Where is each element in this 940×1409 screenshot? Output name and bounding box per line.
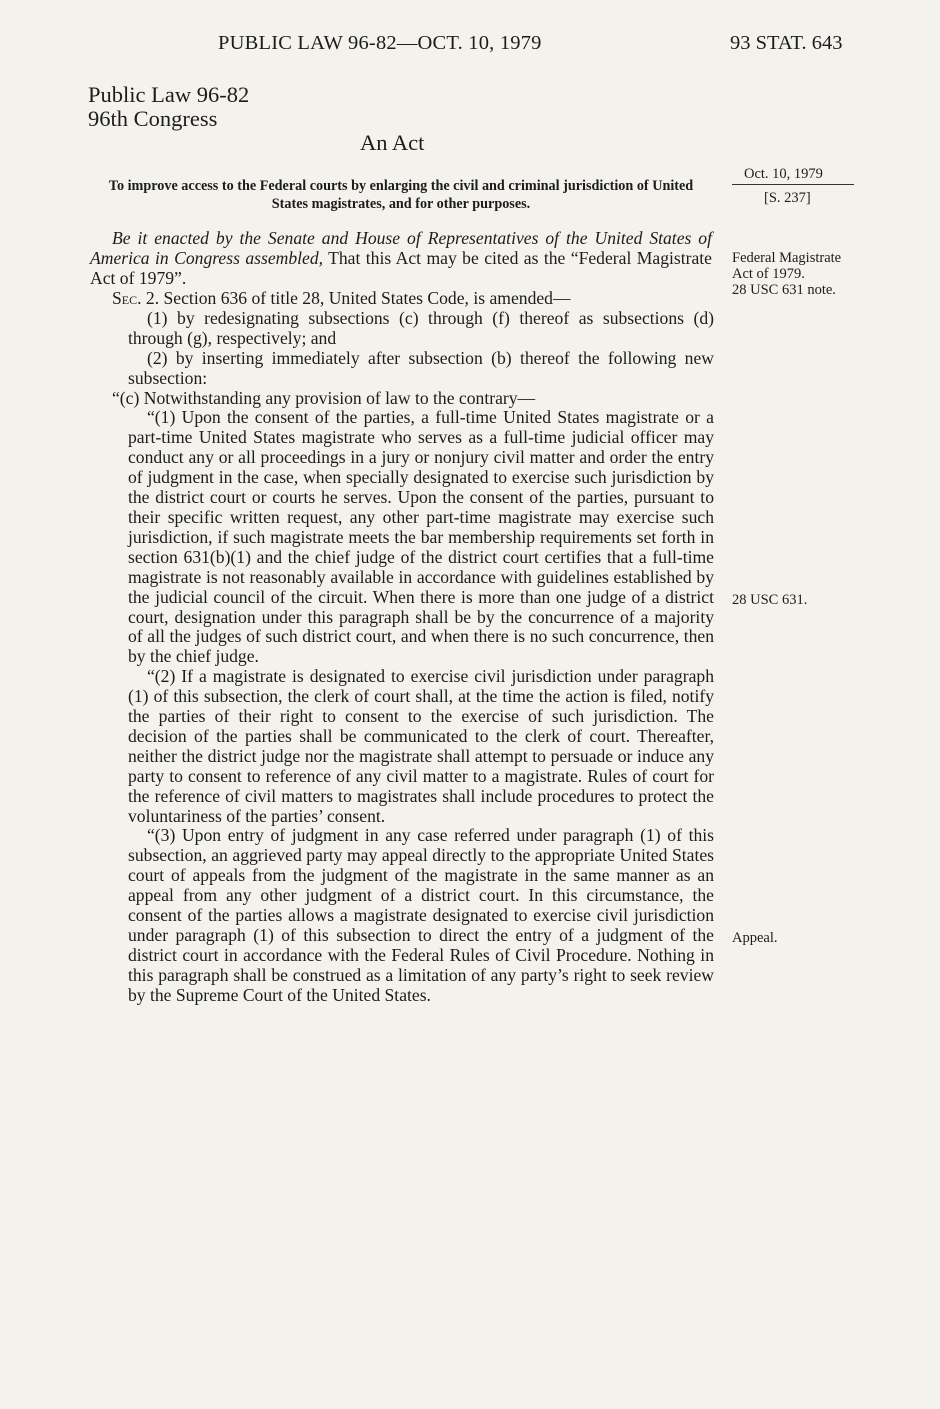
enacting-rest: That this Act may be cited as the “Federal Magistrate Act of 1979”. bbox=[90, 248, 712, 288]
margin-usc-631: 28 USC 631. bbox=[732, 592, 808, 608]
running-head: PUBLIC LAW 96-82—OCT. 10, 1979 bbox=[218, 32, 542, 54]
public-law-number: Public Law 96-82 bbox=[88, 82, 250, 107]
margin-short-title: Federal Magistrate Act of 1979. bbox=[732, 250, 842, 282]
margin-short-title-note bbox=[732, 250, 862, 298]
paragraph-3: “(3) Upon entry of judgment in any case referred under paragraph (1) of this subsection, an aggrieved party may appeal directly to the appropriate United States court of appeals from the judgment of the magistrate in the same manner as an appeal from any other judgment of a district court. In this circumstance, the consent of the parties allows a magistrate designated to exercise civil jurisdiction under paragraph (1) of this subsection to direct the entry of a judgment of the district court in accordance with the Federal Rules of Civil Procedure. Nothing in this paragraph shall be construed as a limitation of any party’s right to seek review by the Supreme Court of the United States. bbox=[128, 825, 714, 1005]
amendment-item-2: (2) by inserting immediately after subsection (b) thereof the following new subsection: bbox=[128, 347, 714, 388]
margin-usc-note: 28 USC 631 note. bbox=[732, 282, 836, 298]
an-act-heading: An Act bbox=[360, 130, 425, 155]
margin-bill-number: [S. 237] bbox=[764, 190, 811, 206]
margin-date: Oct. 10, 1979 bbox=[744, 166, 823, 182]
congress-label: 96th Congress bbox=[88, 106, 218, 131]
section-2-body bbox=[90, 289, 714, 1006]
amendment-item-1: (1) by redesignating subsections (c) through (f) thereof as subsections (d) through (g), respectively; and bbox=[128, 307, 714, 348]
section-2-intro bbox=[90, 289, 714, 309]
enacting-clause bbox=[90, 228, 712, 288]
enacting-italic: Be it enacted by the Senate and House of Representatives of the United States of America in Congress assembled, bbox=[90, 228, 712, 268]
section-2-text: Section 636 of title 28, United States Code, is amended— bbox=[159, 288, 571, 308]
margin-date-rule bbox=[732, 184, 854, 185]
margin-appeal: Appeal. bbox=[732, 930, 778, 946]
act-purpose: To improve access to the Federal courts by enlarging the civil and criminal jurisdiction of United States magistrates, and for other purposes. bbox=[108, 178, 694, 212]
section-2-label: Sec. 2. bbox=[112, 288, 160, 308]
paragraph-1: “(1) Upon the consent of the parties, a full-time United States magistrate or a part-time United States magistrate who serves as a full-time judicial officer may conduct any or all proceedings in a jury or nonjury civil matter and order the entry of judgment in the case, when specially designated to exercise such jurisdiction by the district court or courts he serves. Upon the consent of the parties, pursuant to their specific written request, any other part-time magistrate may exercise such jurisdiction, if such magistrate meets the bar membership requirements set forth in section 631(b)(1) and the chief judge of the district court certifies that a full-time magistrate is not reasonably available in accordance with guidelines established by the judicial council of the circuit. When there is more than one judge of a district court, designation under this paragraph shall be by the concurrence of a majority of all the judges of such district court, and when there is no such concurrence, then by the chief judge. bbox=[128, 407, 714, 667]
subsection-c-intro: “(c) Notwithstanding any provision of law to the contrary— bbox=[112, 387, 536, 408]
stat-page-number: 93 STAT. 643 bbox=[730, 32, 843, 54]
bleed-through-texture bbox=[470, 80, 850, 100]
paragraph-2: “(2) If a magistrate is designated to exercise civil jurisdiction under paragraph (1) of this subsection, the clerk of court shall, at the time the action is filed, notify the parties of their right to consent to the exercise of such jurisdiction. The decision of the parties shall be communicated to the clerk of court. Thereafter, neither the district judge nor the magistrate shall attempt to persuade or induce any party to consent to reference of any civil matter to a magistrate. Rules of court for the reference of civil matters to magistrates shall include procedures to protect the voluntariness of the parties’ consent. bbox=[128, 666, 714, 826]
